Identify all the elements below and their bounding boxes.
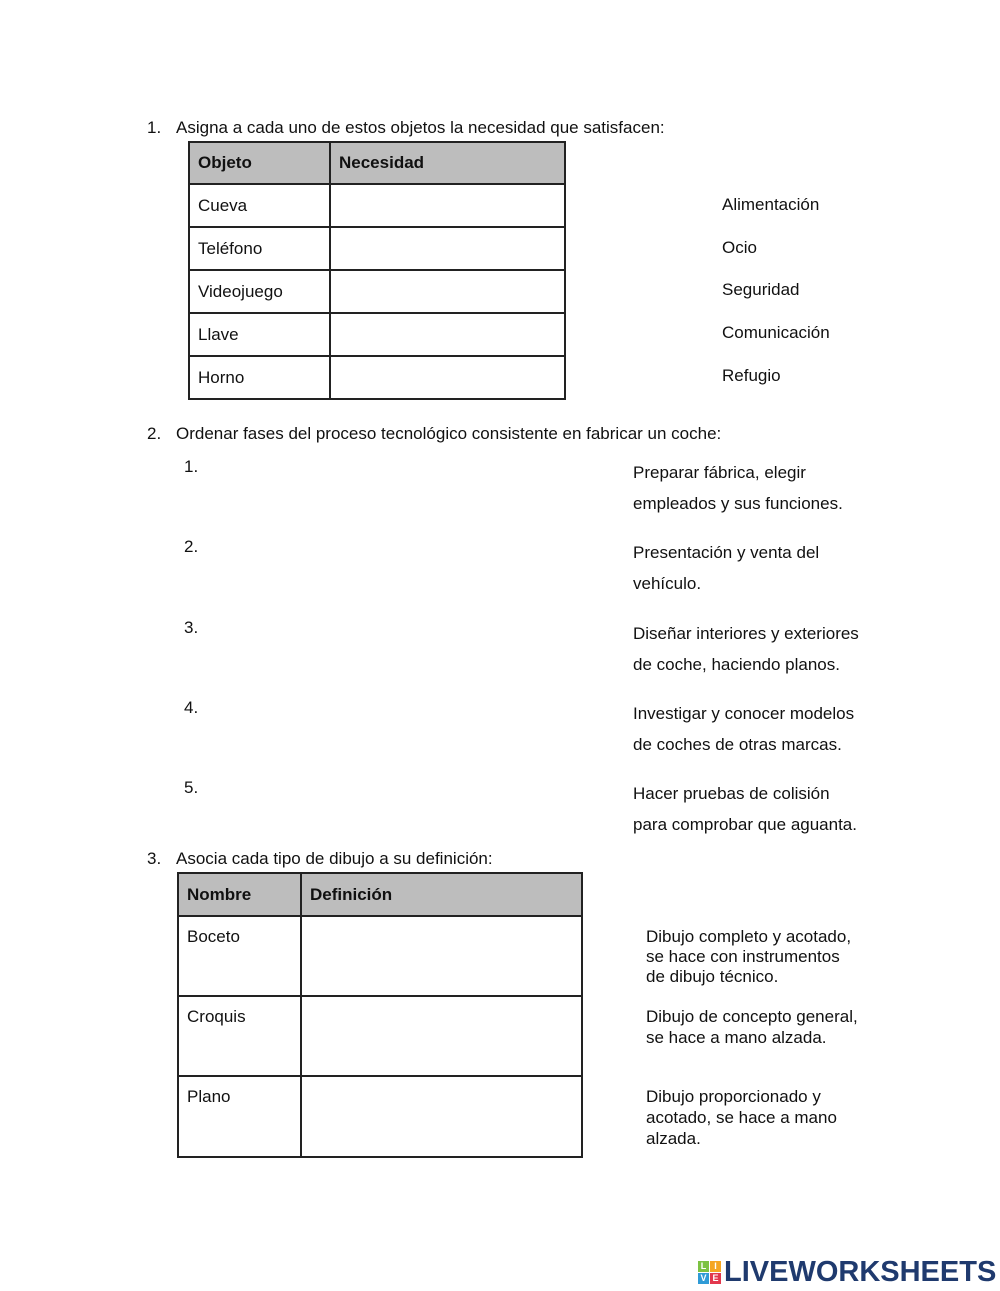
answer-cell[interactable] [301, 1076, 582, 1157]
slot-number: 5. [184, 778, 199, 797]
definition [646, 1006, 858, 1048]
header-necesidad: Necesidad [330, 142, 565, 184]
answer-cell[interactable] [330, 313, 565, 356]
q3-number: 3. [147, 849, 162, 868]
object-cell: Llave [189, 313, 330, 356]
slot-number: 1. [184, 457, 199, 476]
q3-table [177, 872, 583, 1158]
option: Comunicación [722, 323, 830, 342]
header-definicion: Definición [301, 873, 582, 916]
phase-line: de coche, haciendo planos. [633, 655, 840, 674]
phase-line: Diseñar interiores y exteriores [633, 624, 859, 643]
option: Ocio [722, 238, 757, 257]
answer-cell[interactable] [330, 184, 565, 227]
definition-line: se hace a mano alzada. [646, 1028, 827, 1047]
phase-line: de coches de otras marcas. [633, 735, 842, 754]
phase-line: Preparar fábrica, elegir [633, 463, 806, 482]
logo-text: LIVEWORKSHEETS [724, 1256, 997, 1288]
slot-number: 4. [184, 698, 199, 717]
header-objeto: Objeto [189, 142, 330, 184]
slot-number: 3. [184, 618, 199, 637]
definition-line: de dibujo técnico. [646, 967, 779, 986]
phase [633, 778, 857, 840]
phase [633, 457, 843, 519]
phase-line: Investigar y conocer modelos [633, 704, 855, 723]
definition-line: Dibujo de concepto general, [646, 1007, 858, 1026]
definition-line: Dibujo proporcionado y [646, 1087, 821, 1106]
option: Alimentación [722, 195, 820, 214]
name-cell: Croquis [178, 996, 301, 1076]
answer-cell[interactable] [330, 270, 565, 313]
q2-number: 2. [147, 424, 162, 443]
phase [633, 537, 819, 599]
q3-text: Asocia cada tipo de dibujo a su definición: [176, 849, 493, 868]
option: Seguridad [722, 280, 800, 299]
object-cell: Teléfono [189, 227, 330, 270]
phase-line: para comprobar que aguanta. [633, 815, 857, 834]
logo-letter: L [698, 1261, 709, 1272]
definition [646, 927, 851, 987]
logo-icon [698, 1261, 721, 1284]
name-cell: Boceto [178, 916, 301, 996]
object-cell: Cueva [189, 184, 330, 227]
answer-cell[interactable] [330, 356, 565, 399]
slot-number: 2. [184, 537, 199, 556]
object-cell: Videojuego [189, 270, 330, 313]
phase-line: Presentación y venta del [633, 543, 820, 562]
phase [633, 618, 859, 680]
logo-letter: E [710, 1273, 721, 1284]
definition-line: alzada. [646, 1129, 701, 1148]
q1-table [188, 141, 566, 400]
option: Refugio [722, 366, 781, 385]
phase-line: empleados y sus funciones. [633, 494, 843, 513]
q2-text: Ordenar fases del proceso tecnológico consistente en fabricar un coche: [176, 424, 722, 443]
definition-line: se hace con instrumentos [646, 947, 840, 966]
logo-letter: I [710, 1261, 721, 1272]
name-cell: Plano [178, 1076, 301, 1157]
definition-line: acotado, se hace a mano [646, 1108, 837, 1127]
answer-cell[interactable] [301, 996, 582, 1076]
phase [633, 698, 854, 760]
phase-line: vehículo. [633, 574, 702, 593]
phase-line: Hacer pruebas de colisión [633, 784, 830, 803]
liveworksheets-logo [698, 1256, 996, 1289]
q1-number: 1. [147, 118, 162, 137]
definition-line: Dibujo completo y acotado, [646, 927, 852, 946]
header-nombre: Nombre [178, 873, 301, 916]
object-cell: Horno [189, 356, 330, 399]
q1-text: Asigna a cada uno de estos objetos la necesidad que satisfacen: [176, 118, 665, 137]
definition [646, 1086, 837, 1149]
answer-cell[interactable] [301, 916, 582, 996]
logo-letter: V [698, 1273, 709, 1284]
answer-cell[interactable] [330, 227, 565, 270]
